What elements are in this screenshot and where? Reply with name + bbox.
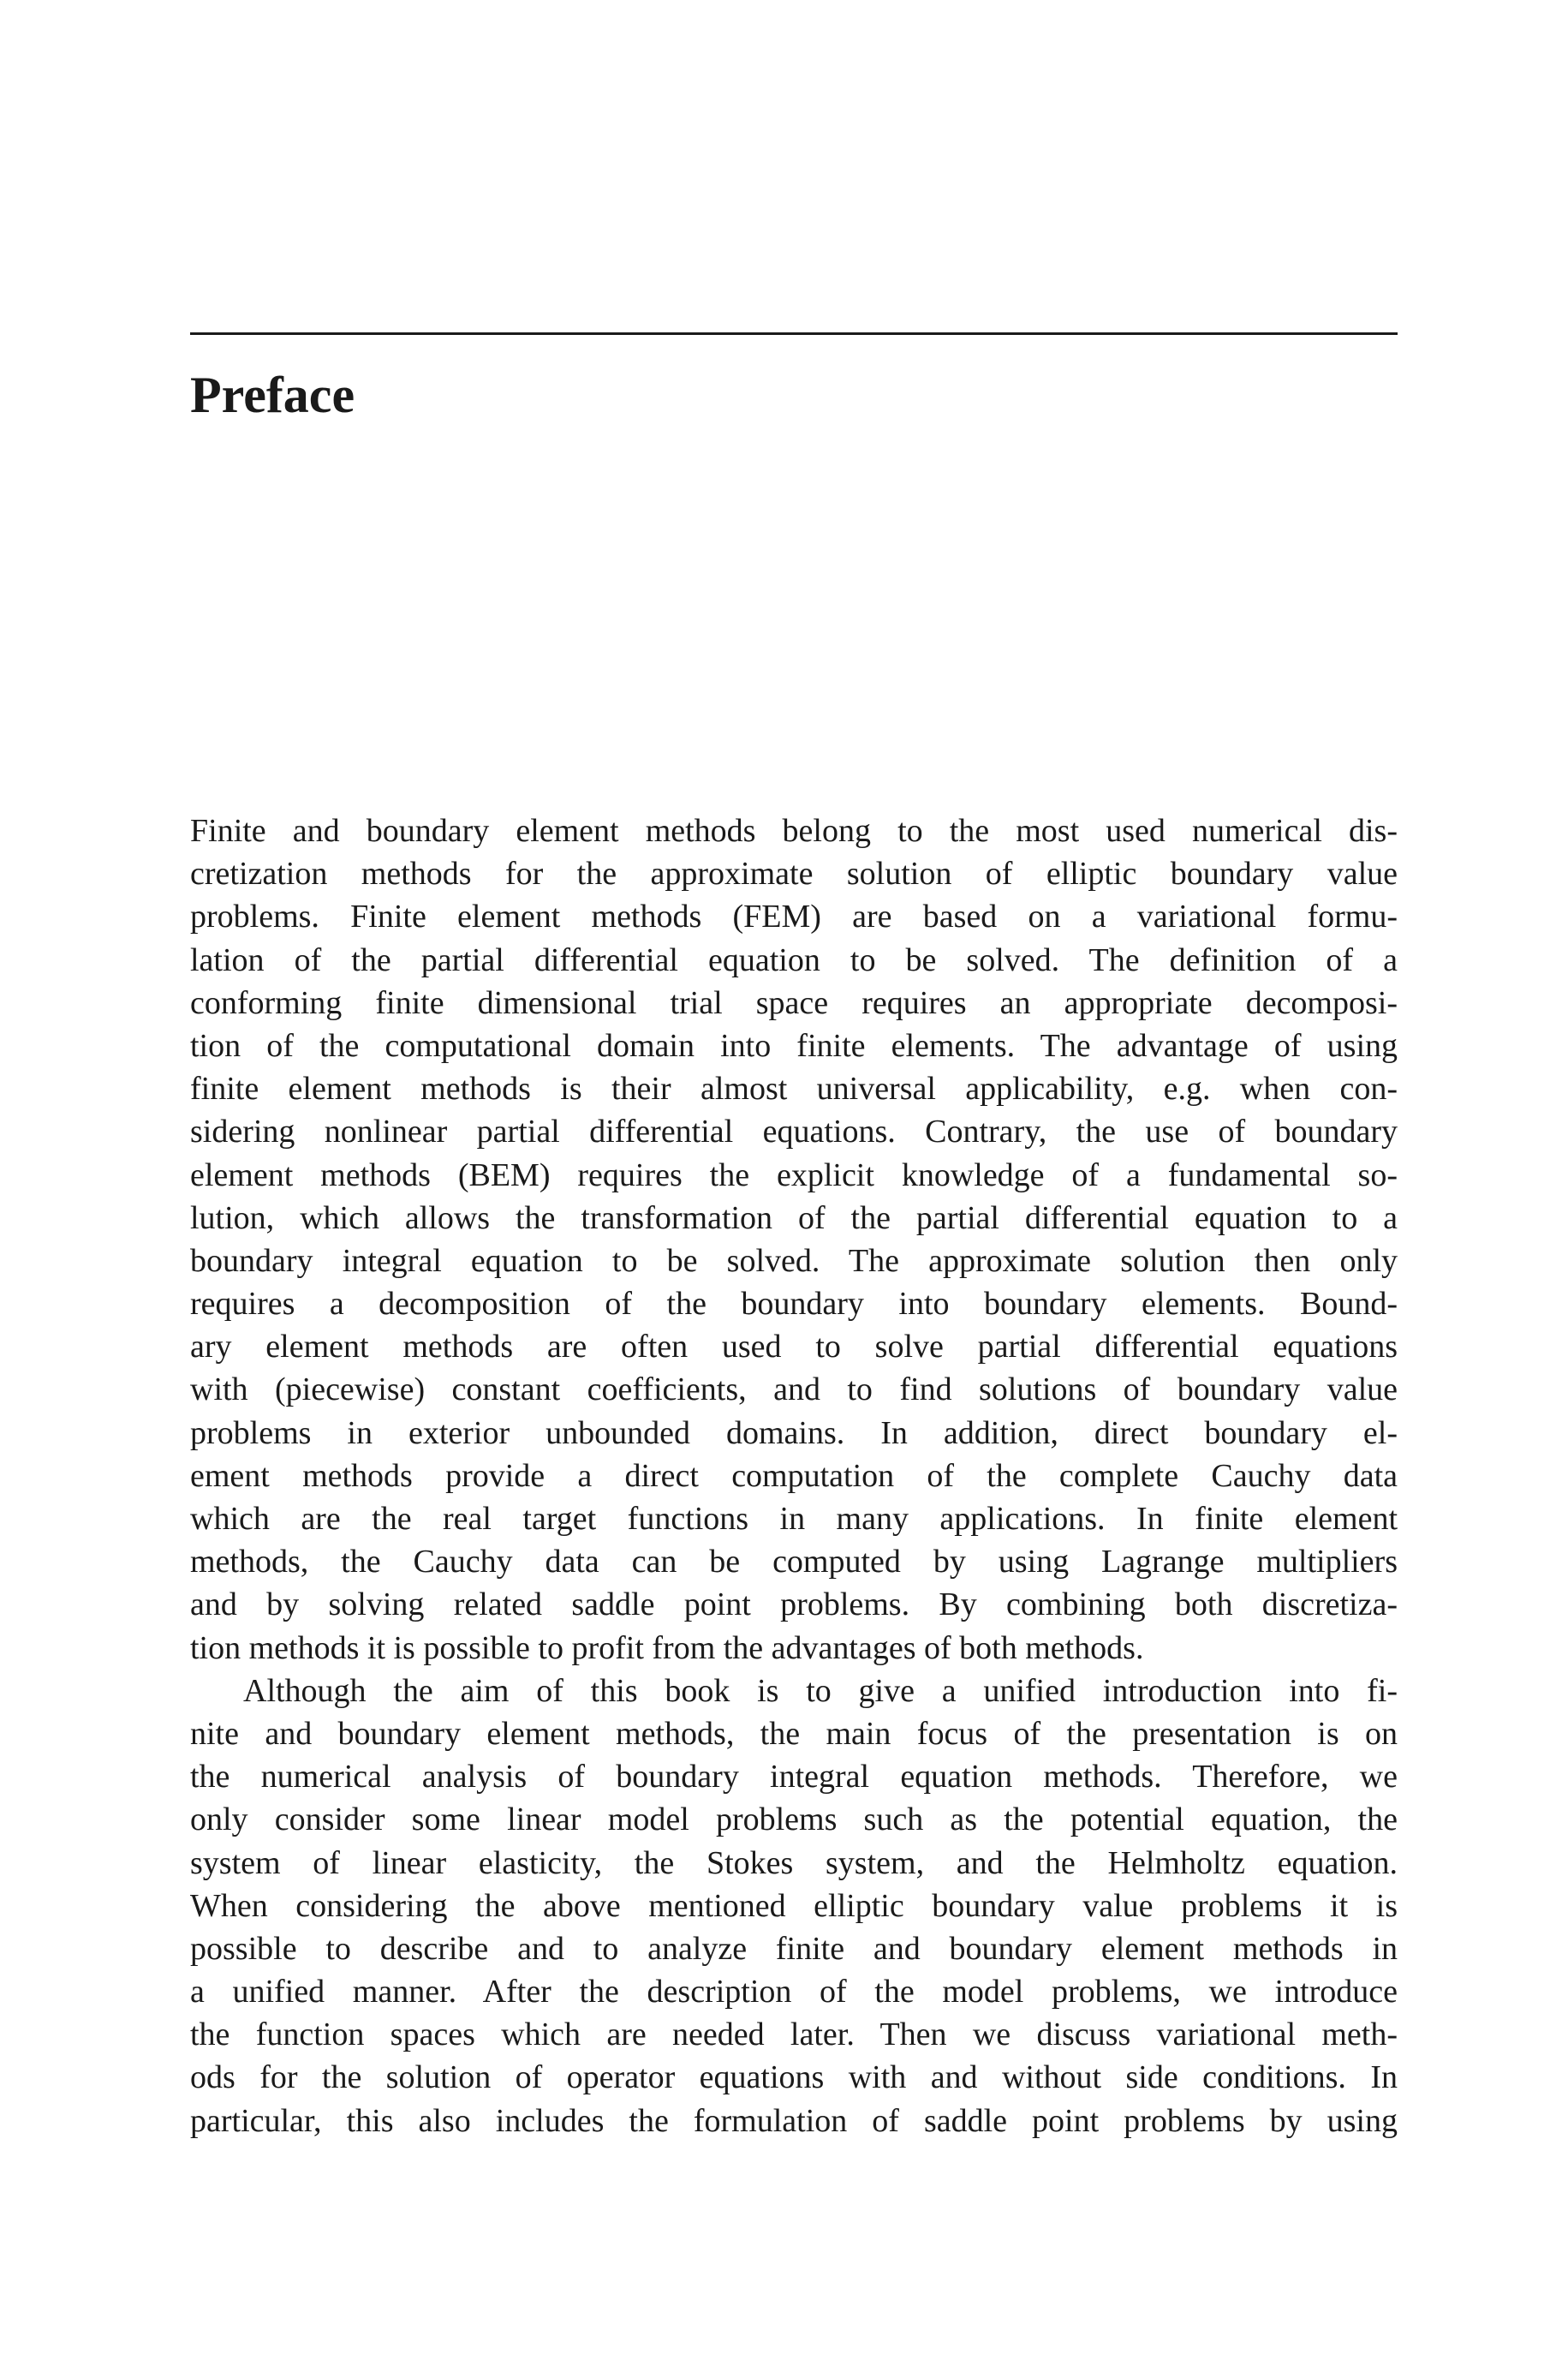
text-line: tion of the computational domain into finite elements. The advantage of using — [190, 1027, 1398, 1064]
text-line: possible to describe and to analyze finite and boundary element methods in — [190, 1930, 1398, 1967]
text-line: sidering nonlinear partial differential equations. Contrary, the use of boundary — [190, 1114, 1398, 1150]
preface-body — [190, 810, 1398, 2142]
chapter-rule — [190, 332, 1398, 335]
text-line: ods for the solution of operator equations with and without side conditions. In — [190, 2059, 1398, 2096]
text-line: requires a decomposition of the boundary into boundary elements. Bound- — [190, 1286, 1398, 1323]
text-line: methods, the Cauchy data can be computed by using Lagrange multipliers — [190, 1544, 1398, 1580]
text-line: ement methods provide a direct computation of the complete Cauchy data — [190, 1457, 1398, 1494]
text-line: lation of the partial differential equation to be solved. The definition of a — [190, 941, 1398, 978]
text-line: boundary integral equation to be solved. The approximate solution then only — [190, 1242, 1398, 1279]
text-line: only consider some linear model problems such as the potential equation, the — [190, 1801, 1398, 1838]
text-line: tion methods it is possible to profit from the advantages of both methods. — [190, 1629, 1144, 1666]
text-line: with (piecewise) constant coefficients, and to find solutions of boundary value — [190, 1371, 1398, 1408]
text-line: Finite and boundary element methods belong to the most used numerical dis- — [190, 813, 1398, 849]
text-line: a unified manner. After the description of the model problems, we introduce — [190, 1974, 1398, 2011]
text-line: the function spaces which are needed later. Then we discuss variational meth- — [190, 2017, 1398, 2053]
text-line: which are the real target functions in many applications. In finite element — [190, 1501, 1398, 1537]
text-line: lution, which allows the transformation of the partial differential equation to a — [190, 1199, 1398, 1236]
text-line: the numerical analysis of boundary integral equation methods. Therefore, we — [190, 1759, 1398, 1795]
text-line: particular, this also includes the formulation of saddle point problems by using — [190, 2102, 1398, 2139]
text-line: system of linear elasticity, the Stokes system, and the Helmholtz equation. — [190, 1844, 1398, 1881]
text-line: conforming finite dimensional trial space requires an appropriate decomposi- — [190, 984, 1398, 1021]
text-line: When considering the above mentioned elliptic boundary value problems it is — [190, 1887, 1398, 1924]
text-line: cretization methods for the approximate solution of elliptic boundary value — [190, 856, 1398, 893]
text-line: problems. Finite element methods (FEM) are based on a variational formu- — [190, 899, 1398, 935]
text-line: ary element methods are often used to solve partial differential equations — [190, 1329, 1398, 1365]
text-line: problems in exterior unbounded domains. In addition, direct boundary el- — [190, 1414, 1398, 1451]
chapter-title: Preface — [190, 367, 355, 423]
text-line: Although the aim of this book is to give a unified introduction into fi- — [243, 1672, 1398, 1709]
text-line: element methods (BEM) requires the explicit knowledge of a fundamental so- — [190, 1156, 1398, 1193]
paragraph-1 — [190, 810, 1398, 1670]
paragraph-2 — [190, 1670, 1398, 2142]
text-line: and by solving related saddle point problems. By combining both discretiza- — [190, 1586, 1398, 1623]
text-line: nite and boundary element methods, the main focus of the presentation is on — [190, 1715, 1398, 1752]
text-line: finite element methods is their almost universal applicability, e.g. when con- — [190, 1071, 1398, 1108]
